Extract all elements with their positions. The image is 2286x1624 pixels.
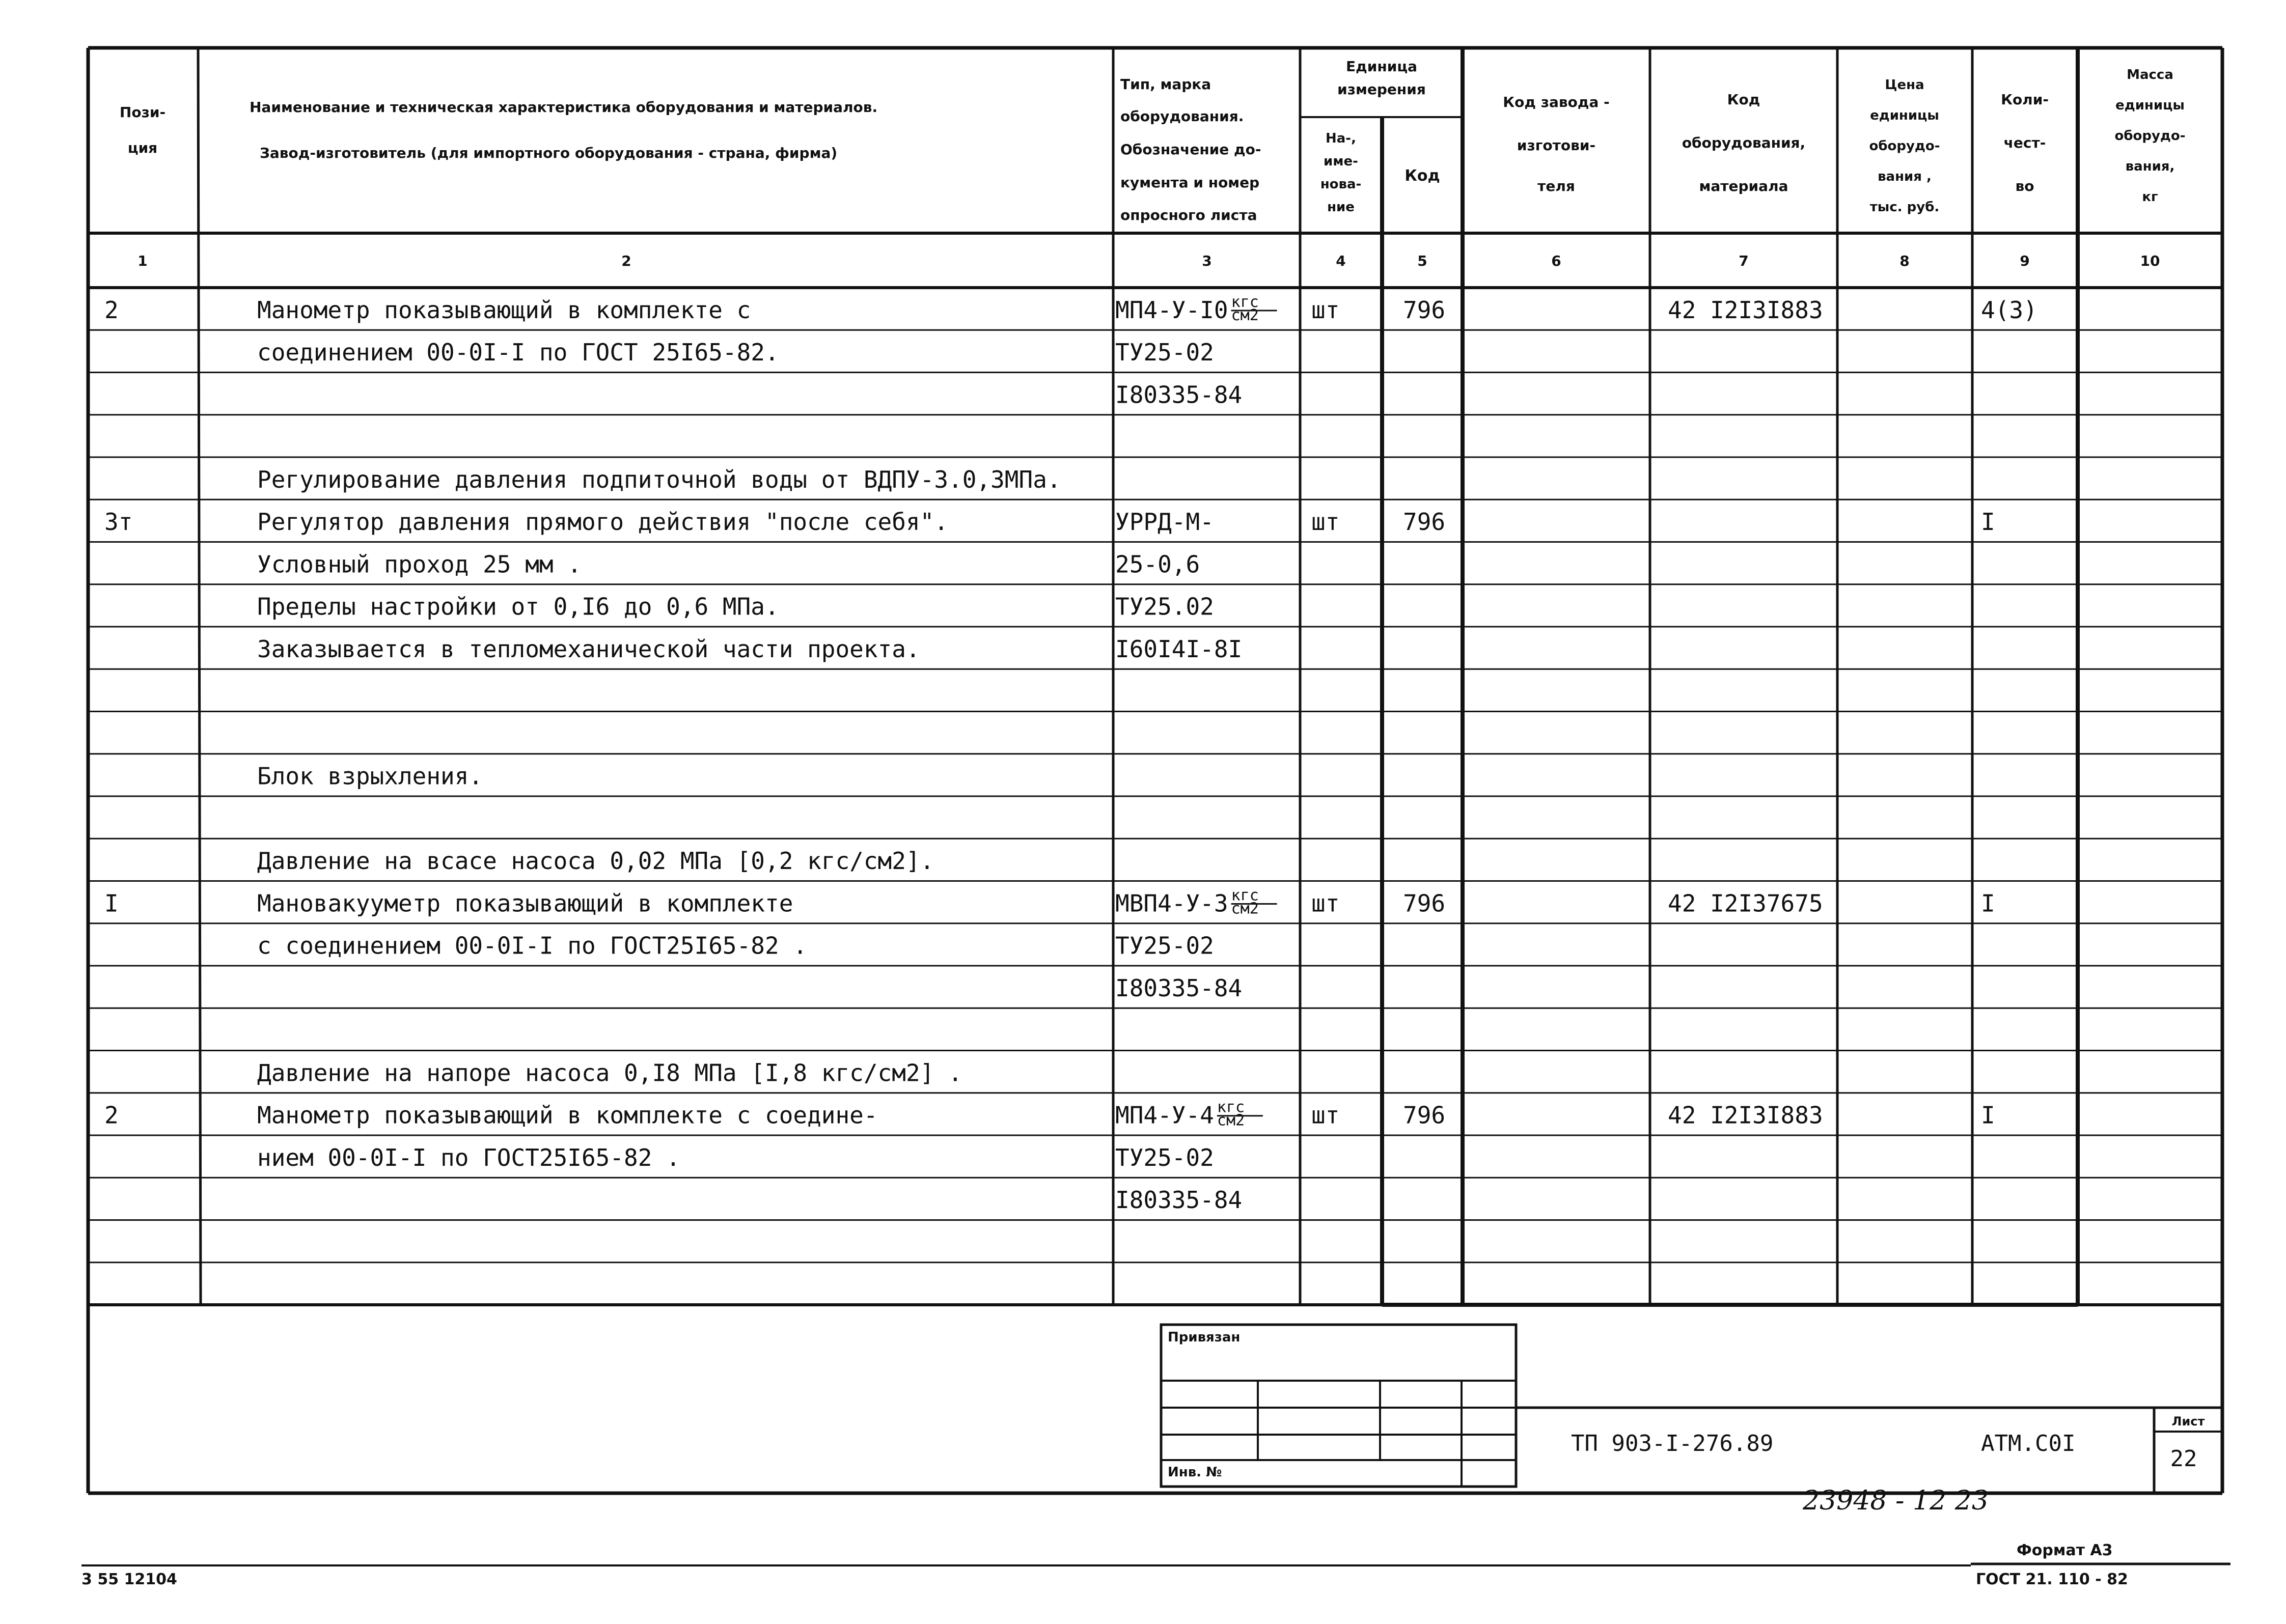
header-c4-l4: ние bbox=[1327, 200, 1355, 215]
row-position: I bbox=[104, 889, 119, 917]
header-c8-l2: единицы bbox=[1870, 108, 1939, 123]
row-type-unit-numerator: кгс bbox=[1231, 886, 1259, 905]
row-unit: шт bbox=[1311, 889, 1340, 917]
header-unit-l1: Единица bbox=[1346, 58, 1417, 75]
header-c6-l1: Код завода - bbox=[1503, 94, 1610, 110]
row-name: Блок взрыхления. bbox=[257, 762, 483, 790]
row-type: I80335-84 bbox=[1115, 1186, 1243, 1214]
colnum-8: 8 bbox=[1899, 253, 1910, 269]
header-c8-l4: вания , bbox=[1878, 169, 1932, 184]
row-type-unit-numerator: кгс bbox=[1231, 293, 1259, 311]
row-type: ТУ25-02 bbox=[1115, 1143, 1214, 1171]
row-name: Регулятор давления прямого действия "после себя". bbox=[257, 508, 949, 536]
header-c7-l3: материала bbox=[1699, 178, 1788, 194]
header-c3-l4: кумента и номер bbox=[1120, 174, 1260, 191]
header-c6-l3: теля bbox=[1537, 178, 1575, 194]
row-name: с соединением 00-0I-I по ГОСТ25I65-82 . bbox=[257, 932, 808, 960]
row-equipment-code: 42 I2I37675 bbox=[1668, 889, 1823, 917]
archive-code: 3 55 12104 bbox=[81, 1571, 177, 1588]
table-row bbox=[1115, 974, 1242, 1002]
row-type: I80335-84 bbox=[1115, 974, 1243, 1002]
row-quantity: I bbox=[1981, 889, 1995, 917]
header-unit-l2: измерения bbox=[1337, 81, 1426, 98]
row-unit: шт bbox=[1311, 1101, 1340, 1129]
header-c10-l4: вания, bbox=[2125, 159, 2175, 174]
row-name: Давление на напоре насоса 0,I8 МПа [I,8 кгс/см2] . bbox=[257, 1059, 962, 1087]
format-label: Формат А3 bbox=[2017, 1542, 2113, 1559]
header-c4-l1: На-, bbox=[1326, 131, 1356, 146]
row-type: 25-0,6 bbox=[1115, 550, 1200, 578]
table-row bbox=[1115, 1186, 1242, 1214]
header-c1-l2: ция bbox=[127, 139, 158, 156]
row-name: Условный проход 25 мм . bbox=[257, 550, 582, 578]
row-type-unit-numerator: кгс bbox=[1217, 1098, 1245, 1116]
colnum-2: 2 bbox=[621, 253, 631, 269]
header-c10-l1: Масса bbox=[2127, 67, 2173, 82]
header-c3-l5: опросного листа bbox=[1120, 207, 1257, 223]
header-c8-l5: тыс. руб. bbox=[1869, 200, 1940, 215]
row-position: 2 bbox=[104, 1101, 119, 1129]
row-quantity: I bbox=[1981, 1101, 1995, 1129]
header-c3-l3: Обозначение до- bbox=[1120, 141, 1261, 158]
colnum-9: 9 bbox=[2020, 253, 2030, 269]
header-c3-l1: Тип, марка bbox=[1120, 76, 1211, 93]
row-type: ТУ25-02 bbox=[1115, 932, 1214, 960]
stamp-privyazan: Привязан bbox=[1168, 1330, 1241, 1345]
colnum-4: 4 bbox=[1336, 253, 1346, 269]
header-c10-l5: кг bbox=[2142, 189, 2158, 205]
table-row bbox=[1115, 381, 1242, 408]
row-type: ТУ25.02 bbox=[1115, 593, 1214, 621]
row-type: МВП4-У-3 bbox=[1115, 889, 1228, 917]
row-name: Давление на всасе насоса 0,02 МПа [0,2 кгс/см2]. bbox=[257, 847, 934, 875]
row-type-unit-denominator: см2 bbox=[1217, 1111, 1245, 1130]
row-type: I60I4I-8I bbox=[1115, 635, 1243, 663]
header-c9-l2: чест- bbox=[2003, 134, 2046, 151]
row-unit: шт bbox=[1311, 508, 1340, 536]
row-name: нием 00-0I-I по ГОСТ25I65-82 . bbox=[257, 1143, 680, 1171]
header-c9-l3: во bbox=[2015, 178, 2034, 194]
row-name: Манометр показывающий в комплекте с соедине- bbox=[257, 1101, 878, 1129]
gost-label: ГОСТ 21. 110 - 82 bbox=[1976, 1571, 2128, 1588]
row-name: Пределы настройки от 0,I6 до 0,6 МПа. bbox=[257, 593, 779, 621]
row-name: Заказывается в тепломеханической части проекта. bbox=[257, 635, 920, 663]
header-c10-l2: единицы bbox=[2115, 98, 2185, 113]
row-name: соединением 00-0I-I по ГОСТ 25I65-82. bbox=[257, 339, 779, 367]
row-type-unit-denominator: см2 bbox=[1231, 306, 1259, 324]
header-c5: Код bbox=[1404, 167, 1440, 185]
row-name: Мановакууметр показывающий в комплекте bbox=[257, 889, 793, 917]
table-row bbox=[257, 763, 483, 790]
colnum-7: 7 bbox=[1739, 253, 1749, 269]
row-type: УРРД-М- bbox=[1115, 508, 1214, 536]
header-c10-l3: оборудо- bbox=[2114, 128, 2186, 144]
row-unit-code: 796 bbox=[1403, 1101, 1446, 1129]
row-type: I80335-84 bbox=[1115, 381, 1243, 409]
row-quantity: 4(3) bbox=[1981, 296, 2037, 324]
row-type: МП4-У-I0 bbox=[1115, 296, 1228, 324]
row-position: 2 bbox=[104, 296, 119, 324]
header-c7-l2: оборудования, bbox=[1682, 134, 1806, 151]
header-c6-l2: изготови- bbox=[1517, 137, 1596, 154]
header-c7-l1: Код bbox=[1727, 91, 1760, 108]
colnum-6: 6 bbox=[1551, 253, 1561, 269]
header-c4-l2: име- bbox=[1324, 154, 1358, 169]
header-c2-l2: Завод-изготовитель (для импортного оборудования - страна, фирма) bbox=[260, 145, 838, 161]
stamp-sheet-number: 22 bbox=[2170, 1446, 2197, 1472]
stamp-doc-number: ТП 903-I-276.89 bbox=[1571, 1431, 1774, 1457]
colnum-5: 5 bbox=[1417, 253, 1427, 269]
row-name: Регулирование давления подпиточной воды от ВДПУ-3.0,3МПа. bbox=[257, 465, 1061, 493]
row-equipment-code: 42 I2I3I883 bbox=[1668, 1101, 1823, 1129]
row-quantity: I bbox=[1981, 508, 1995, 536]
stamp-doc-code: АТМ.С0I bbox=[1981, 1431, 2076, 1457]
header-c2-l1: Наименование и техническая характеристика оборудования и материалов. bbox=[250, 99, 878, 116]
header-c3-l2: оборудования. bbox=[1120, 108, 1244, 125]
row-type-unit-denominator: см2 bbox=[1231, 900, 1259, 918]
stamp-inv: Инв. № bbox=[1168, 1465, 1222, 1480]
colnum-1: 1 bbox=[137, 253, 148, 269]
row-type: МП4-У-4 bbox=[1115, 1101, 1214, 1129]
header-c8-l3: оборудо- bbox=[1869, 138, 1940, 154]
table-row bbox=[257, 466, 1061, 493]
header-c4-l3: нова- bbox=[1320, 177, 1362, 192]
handwritten-number: 23948 - 12 23 bbox=[1803, 1486, 1989, 1516]
header-c8-l1: Цена bbox=[1885, 77, 1924, 93]
row-unit: шт bbox=[1311, 296, 1340, 324]
row-type: ТУ25-02 bbox=[1115, 339, 1214, 367]
row-name: Манометр показывающий в комплекте с bbox=[257, 296, 751, 324]
colnum-10: 10 bbox=[2140, 253, 2160, 269]
header-c9-l1: Коли- bbox=[2001, 91, 2049, 108]
row-unit-code: 796 bbox=[1403, 889, 1446, 917]
row-position: 3т bbox=[104, 508, 133, 536]
colnum-3: 3 bbox=[1202, 253, 1212, 269]
stamp-sheet-label: Лист bbox=[2171, 1414, 2205, 1429]
header-c1-l1: Пози- bbox=[119, 104, 166, 121]
row-unit-code: 796 bbox=[1403, 296, 1446, 324]
row-equipment-code: 42 I2I3I883 bbox=[1668, 296, 1823, 324]
row-unit-code: 796 bbox=[1403, 508, 1446, 536]
table-row bbox=[257, 1059, 962, 1086]
table-row bbox=[257, 847, 934, 875]
